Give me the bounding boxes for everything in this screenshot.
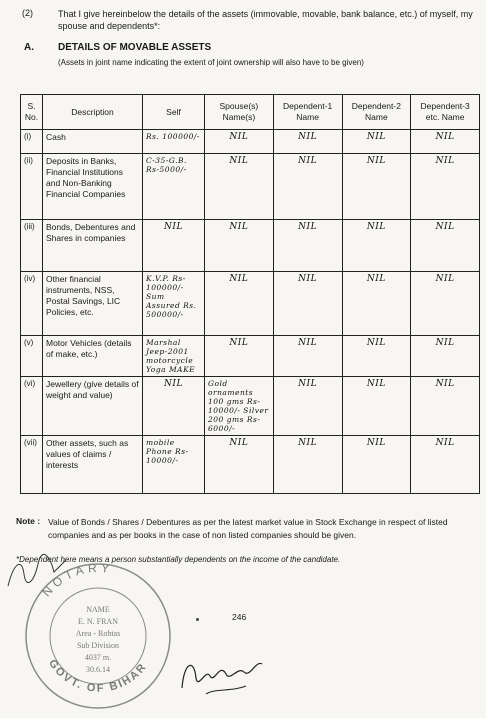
row-dep3-value: NIL bbox=[411, 130, 480, 154]
row-dep1-value: NIL bbox=[273, 377, 342, 436]
row-dep1-value: NIL bbox=[273, 220, 342, 272]
row-dep3-value: NIL bbox=[411, 336, 480, 377]
row-description: Motor Vehicles (details of make, etc.) bbox=[43, 336, 143, 377]
row-dep1-value: NIL bbox=[273, 436, 342, 494]
row-spouse-value: NIL bbox=[205, 130, 274, 154]
row-dep1-value: NIL bbox=[273, 272, 342, 336]
dependent-definition: *Dependent here means a person substantially dependents on the income of the candidate. bbox=[16, 555, 341, 564]
row-description: Bonds, Debentures and Shares in companies bbox=[43, 220, 143, 272]
row-description: Other assets, such as values of claims / interests bbox=[43, 436, 143, 494]
row-dep3-value: NIL bbox=[411, 377, 480, 436]
section-letter: A. bbox=[24, 42, 34, 53]
row-description: Other financial instruments, NSS, Postal Savings, LIC Policies, etc. bbox=[43, 272, 143, 336]
row-dep2-value: NIL bbox=[342, 272, 411, 336]
row-dep3-value: NIL bbox=[411, 220, 480, 272]
row-self-value: Rs. 100000/- bbox=[143, 130, 205, 154]
intro-number: (2) bbox=[22, 8, 33, 18]
row-dep1-value: NIL bbox=[273, 336, 342, 377]
header-spouse: Spouse(s) Name(s) bbox=[205, 95, 274, 130]
seal-line: NAME bbox=[86, 605, 110, 614]
row-sno: (iii) bbox=[21, 220, 43, 272]
bullet-dot bbox=[196, 618, 199, 621]
page-number: 246 bbox=[232, 612, 247, 622]
candidate-signature bbox=[176, 648, 266, 700]
row-self-value: Marshal Jeep-2001 motorcycle Yoga MAKE bbox=[143, 336, 205, 377]
row-dep2-value: NIL bbox=[342, 154, 411, 220]
row-description: Cash bbox=[43, 130, 143, 154]
seal-line: 4037 m. bbox=[84, 653, 112, 662]
row-sno: (i) bbox=[21, 130, 43, 154]
row-dep3-value: NIL bbox=[411, 436, 480, 494]
seal-line: 30.6.14 bbox=[86, 665, 110, 674]
table-row bbox=[21, 154, 480, 220]
row-spouse-value: NIL bbox=[205, 154, 274, 220]
row-dep2-value: NIL bbox=[342, 130, 411, 154]
marginal-signature bbox=[4, 552, 74, 592]
row-sno: (v) bbox=[21, 336, 43, 377]
row-sno: (vi) bbox=[21, 377, 43, 436]
note-text: Value of Bonds / Shares / Debentures as per the latest market value in Stock Exchange in respect of listed companies and as per books in the case of non listed companies should be given. bbox=[48, 517, 448, 540]
row-sno: (ii) bbox=[21, 154, 43, 220]
header-description: Description bbox=[43, 95, 143, 130]
section-title: DETAILS OF MOVABLE ASSETS bbox=[58, 42, 212, 53]
row-self-value: mobile Phone Rs-10000/- bbox=[143, 436, 205, 494]
row-spouse-value: NIL bbox=[205, 336, 274, 377]
row-spouse-value: NIL bbox=[205, 272, 274, 336]
seal-line: Sub Division bbox=[76, 641, 120, 650]
table-row bbox=[21, 377, 480, 436]
row-sno: (iv) bbox=[21, 272, 43, 336]
row-dep3-value: NIL bbox=[411, 272, 480, 336]
row-dep1-value: NIL bbox=[273, 154, 342, 220]
header-dependent-2: Dependent-2 Name bbox=[342, 95, 411, 130]
row-dep2-value: NIL bbox=[342, 336, 411, 377]
row-self-value: NIL bbox=[143, 220, 205, 272]
table-row bbox=[21, 272, 480, 336]
table-row bbox=[21, 336, 480, 377]
table-row bbox=[21, 130, 480, 154]
section-subtitle: (Assets in joint name indicating the extent of joint ownership will also have to be given) bbox=[58, 58, 364, 67]
row-dep3-value: NIL bbox=[411, 154, 480, 220]
seal-line: E. N. FRAN bbox=[77, 617, 119, 626]
row-description: Deposits in Banks, Financial Institutions and Non-Banking Financial Companies bbox=[43, 154, 143, 220]
header-dependent-1: Dependent-1 Name bbox=[273, 95, 342, 130]
row-dep1-value: NIL bbox=[273, 130, 342, 154]
seal-bottom-text: GOVT. OF BIHAR bbox=[46, 657, 150, 695]
row-description: Jewellery (give details of weight and value) bbox=[43, 377, 143, 436]
table-row bbox=[21, 220, 480, 272]
row-spouse-value: NIL bbox=[205, 220, 274, 272]
row-spouse-value: Gold ornaments 100 gms Rs-10000/- Silver 200 gms Rs-6000/- bbox=[205, 377, 274, 436]
movable-assets-table bbox=[20, 94, 480, 494]
note-label: Note : bbox=[16, 516, 41, 526]
row-sno: (vii) bbox=[21, 436, 43, 494]
row-dep2-value: NIL bbox=[342, 377, 411, 436]
row-dep2-value: NIL bbox=[342, 436, 411, 494]
row-self-value: C-35-G.B. Rs-5000/- bbox=[143, 154, 205, 220]
seal-top-text: NOTARY bbox=[39, 560, 115, 600]
header-self: Self bbox=[143, 95, 205, 130]
row-self-value: K.V.P. Rs-100000/- Sum Assured Rs. 500000/- bbox=[143, 272, 205, 336]
header-sno: S. No. bbox=[21, 95, 43, 130]
row-self-value: NIL bbox=[143, 377, 205, 436]
header-dependent-3: Dependent-3 etc. Name bbox=[411, 95, 480, 130]
table-header-row bbox=[21, 95, 480, 130]
table-row bbox=[21, 436, 480, 494]
row-dep2-value: NIL bbox=[342, 220, 411, 272]
row-spouse-value: NIL bbox=[205, 436, 274, 494]
seal-line: Area - Rohtas bbox=[75, 629, 121, 638]
intro-text: That I give hereinbelow the details of the assets (immovable, movable, bank balance, etc.) of myself, my spouse and dependents*: bbox=[58, 9, 473, 31]
